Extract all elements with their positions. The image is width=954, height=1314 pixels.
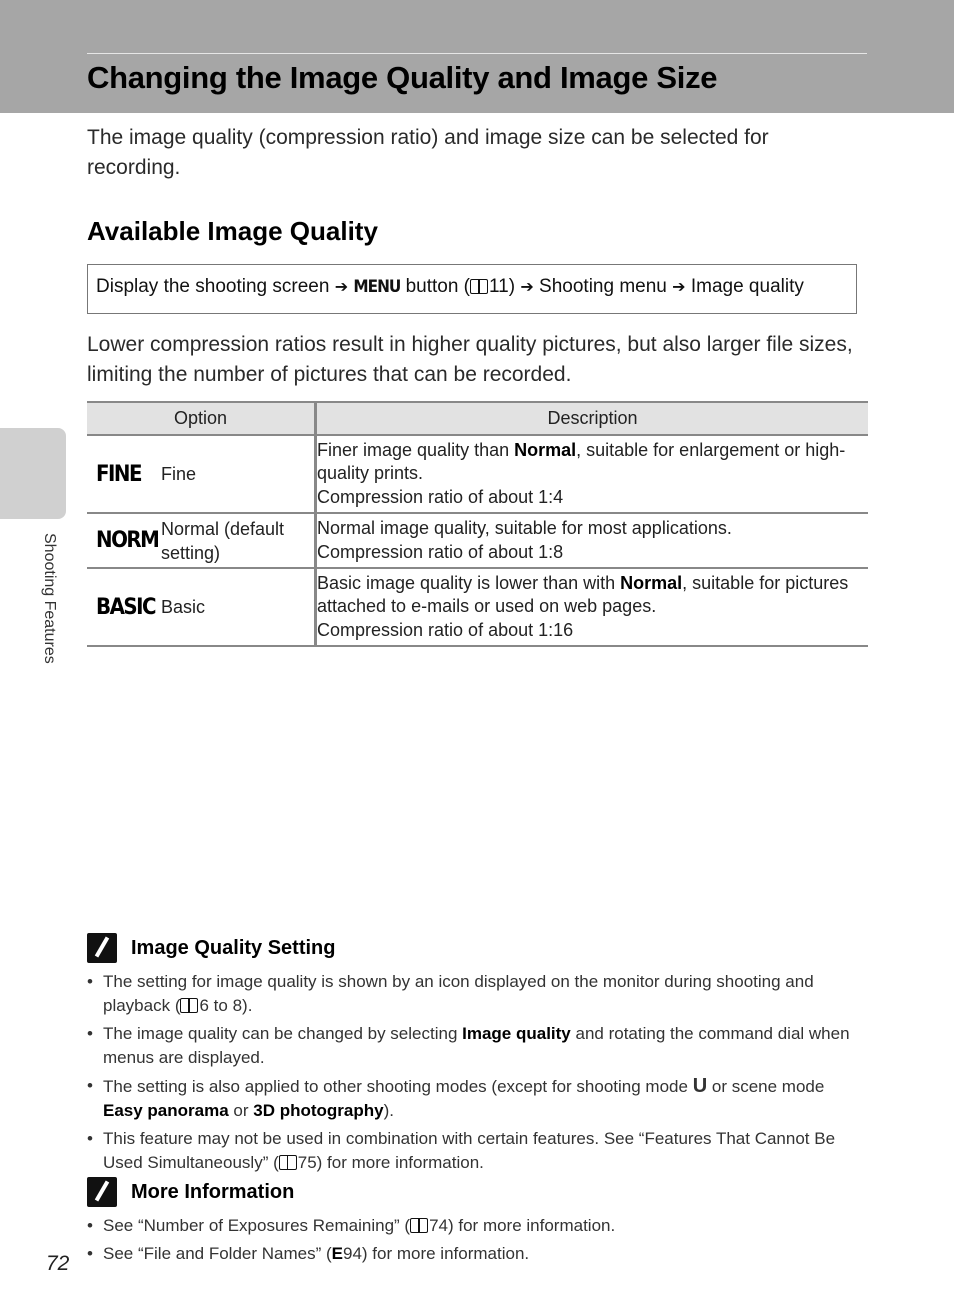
note-text: The image quality can be changed by selecting [103,1024,463,1043]
note-text: See “Number of Exposures Remaining” ( [103,1216,411,1235]
description-text: Basic image quality is lower than with [317,572,621,593]
page-title: Changing the Image Quality and Image Size [87,60,718,95]
fine-quality-icon: FINE [96,461,141,487]
column-header-option: Option [87,402,316,435]
nav-step-shooting-screen: Display the shooting screen [96,276,330,297]
option-cell [87,435,316,513]
book-reference-icon [470,279,488,294]
option-cell [87,513,316,568]
note-text: See “File and Folder Names” ( [103,1244,332,1263]
note-text: ). [383,1101,394,1120]
description-text: Normal image quality, suitable for most applications. [317,518,732,538]
table-row [87,568,868,646]
note-title: More Information [131,1180,295,1203]
note-bold: Image quality [462,1024,571,1043]
arrow-right-icon: ➔ [334,279,349,296]
note-text: ) for more information. [448,1216,616,1235]
table-header-row [87,402,868,435]
image-quality-notes-list [87,970,862,1179]
page-ref: 6 to 8 [199,996,243,1015]
description-cell [316,435,869,513]
image-quality-table [87,401,868,647]
reference-section-icon: E [331,1244,343,1263]
arrow-right-icon: ➔ [520,279,534,296]
header-rule [87,53,867,54]
compression-ratio: Compression ratio of about 1:16 [317,619,574,640]
note-bold: Easy panorama [103,1101,229,1120]
description-text: , suitable for pictures attached to e-mails or used on web pages. [317,572,849,617]
option-label: Normal (default setting) [161,518,285,563]
description-bold: Normal [514,439,577,460]
note-text: ). [242,996,253,1015]
nav-step-image-quality: Image quality [690,276,804,297]
note-bold: 3D photography [253,1101,384,1120]
description-bold: Normal [620,572,683,593]
list-item [87,970,862,1018]
note-heading-image-quality [87,933,335,963]
book-reference-icon [410,1218,428,1233]
note-text: The setting for image quality is shown by an icon displayed on the monitor during shooting and playback ( [103,972,814,1015]
page-ref: 94 [342,1244,362,1263]
description-cell [316,513,869,568]
menu-button-icon: MENU [353,277,401,297]
page-ref: 74 [429,1216,448,1235]
table-row [87,513,868,568]
pencil-note-icon [87,933,117,963]
note-title: Image Quality Setting [131,936,336,959]
note-text: or [228,1101,254,1120]
basic-quality-icon: BASIC [96,594,156,620]
pencil-note-icon [87,1177,117,1207]
note-text: ) for more information. [361,1244,530,1263]
nav-step-shooting-menu: Shooting menu [539,276,667,297]
option-cell [87,568,316,646]
list-item [87,1074,862,1123]
list-item [87,1022,862,1070]
note-text: The setting is also applied to other shooting modes (except for shooting mode [103,1077,693,1096]
note-text: and rotating the command dial when menus are displayed. [103,1024,850,1067]
list-item [87,1242,862,1266]
note-heading-more-information [87,1177,294,1207]
chapter-side-tab [0,428,66,519]
normal-quality-icon: NORM [96,528,159,553]
compression-ratio: Compression ratio of about 1:8 [317,541,564,562]
list-item [87,1127,862,1175]
description-text: Finer image quality than [317,439,515,460]
page-number: 72 [46,1252,70,1275]
note-text: ) for more information. [316,1153,484,1172]
header-band [0,0,954,113]
more-information-list [87,1214,862,1270]
page-ref: 75 [297,1153,317,1172]
description-text: , suitable for enlargement or high-quality prints. [317,439,846,484]
smart-portrait-mode-icon: U [692,1075,708,1097]
option-label: Basic [161,597,206,617]
chapter-side-label: Shooting Features [41,533,58,664]
intro-paragraph: The image quality (compression ratio) and image size can be selected for recording. [87,126,769,179]
list-item [87,1214,862,1238]
note-text: or scene mode [707,1077,825,1096]
option-label: Fine [161,464,197,484]
book-reference-icon [180,998,198,1013]
arrow-right-icon: ➔ [672,279,686,296]
compression-ratio: Compression ratio of about 1:4 [317,486,564,507]
description-cell [316,568,869,646]
table-row [87,435,868,513]
body-paragraph: Lower compression ratios result in higher quality pictures, but also larger file sizes, limiting the number of pictures that can be recorded. [87,333,853,386]
column-header-description: Description [316,402,869,435]
note-text: This feature may not be used in combination with certain features. See “Features That Cannot Be Used Simultaneously” ( [103,1129,836,1172]
nav-page-ref: 11) [489,276,516,297]
book-reference-icon [279,1155,297,1170]
menu-navigation-path [87,264,857,314]
section-heading: Available Image Quality [87,216,378,246]
nav-step-button: button ( [405,276,471,297]
